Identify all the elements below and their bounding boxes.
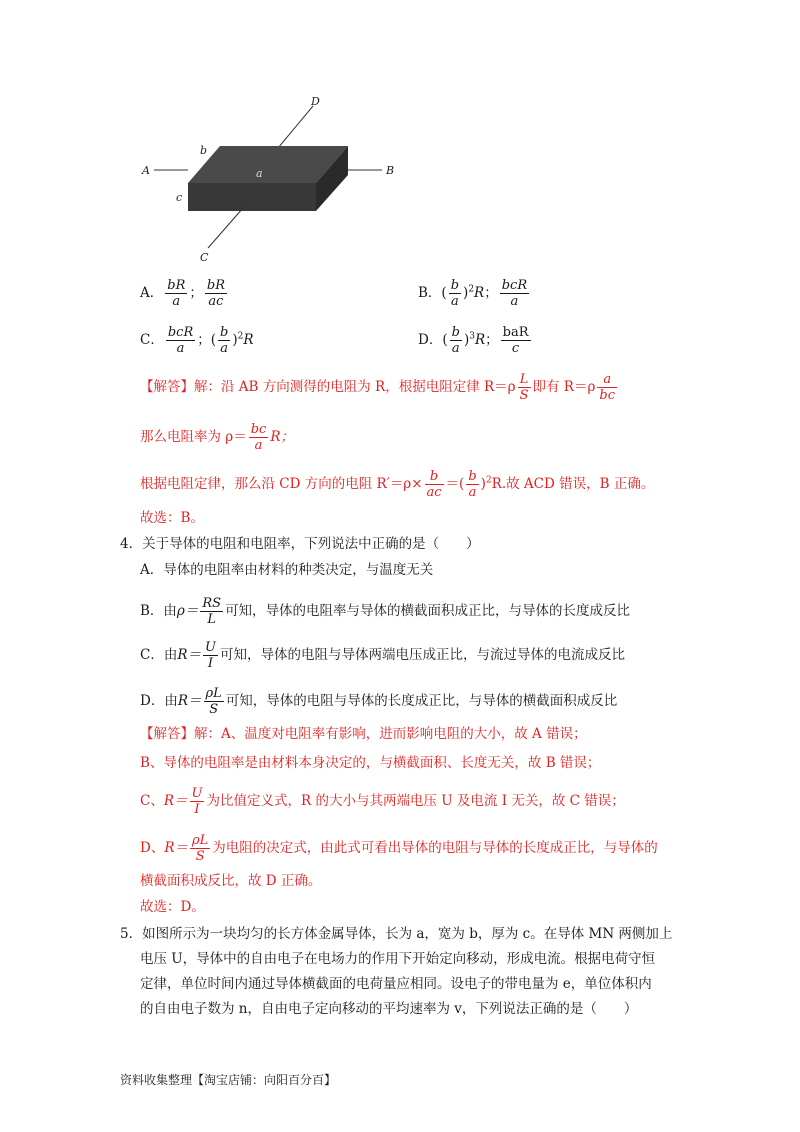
- label-d: D: [311, 95, 320, 108]
- q3-option-d[interactable]: D．( $\frac{b}{a}$ )$^3$R； $\frac{\text{baR}}{c}$: [418, 325, 529, 356]
- q4-answer-line-5: 横截面积成反比，故 D 正确。: [140, 873, 322, 889]
- label-a-end: A: [142, 164, 150, 177]
- q5-stem-line-1: 5．如图所示为一块均匀的长方体金属导体，长为 a，宽为 b，厚为 c。在导体 MN 两侧加上: [120, 926, 673, 942]
- q3-answer-line-3: 根据电阻定律，那么沿 CD 方向的电阻 R′＝ρ× $\frac{b}{ac}$ ＝( $\frac{b}{a}$ )$^2$R.故 ACD 错误，B 正确。: [140, 469, 655, 500]
- q4-option-b[interactable]: B．由ρ＝ $\frac{RS}{L}$ 可知，导体的电阻率与导体的横截面积成正比，与导体的长度成反比: [140, 596, 631, 627]
- q4-option-c[interactable]: C．由R＝ $\frac{U}{I}$ 可知，导体的电阻与导体两端电压成正比，与流过导体的电流成反比: [140, 640, 625, 671]
- q4-choice: 故选：D。: [140, 899, 205, 915]
- q3-option-a[interactable]: A． $\frac{bR}{a}$ ； $\frac{bR}{ac}$: [140, 278, 225, 309]
- label-c-thickness: c: [176, 191, 183, 204]
- q4-answer-line-4: D、R＝ $\frac{\rho L}{S}$ 为电阻的决定式，由此式可看出导体的电阻与导体的长度成正比，与导体的: [140, 833, 658, 864]
- block-front-face: [188, 183, 316, 211]
- label-b-end: B: [386, 164, 395, 177]
- label-c-end: C: [200, 251, 209, 264]
- conductor-figure: [130, 90, 410, 270]
- q4-answer-line-3: C、R＝ $\frac{U}{I}$ 为比值定义式，R 的大小与其两端电压 U 及电流 I 无关，故 C 错误；: [140, 786, 625, 817]
- label-a-length: a: [256, 167, 263, 180]
- q4-option-a[interactable]: A．导体的电阻率由材料的种类决定，与温度无关: [140, 562, 434, 578]
- q4-answer-line-2: B、导体的电阻率是由材料本身决定的，与横截面积、长度无关，故 B 错误；: [140, 755, 601, 771]
- q3-choice: 故选：B。: [140, 510, 204, 526]
- label-b-width: b: [200, 144, 208, 157]
- q5-stem-line-4: 的自由电子数为 n，自由电子定向移动的平均速率为 v，下列说法正确的是（ ）: [140, 1001, 638, 1017]
- q3-option-b[interactable]: B．( $\frac{b}{a}$ )$^2$R； $\frac{\text{bcR}}{a}$: [418, 278, 528, 309]
- page-footer: 资料收集整理【淘宝店铺：向阳百分百】: [120, 1073, 337, 1087]
- q4-answer-line-1: 【解答】解：A、温度对电阻率有影响，进而影响电阻的大小，故 A 错误；: [140, 726, 587, 742]
- q3-answer-line-2: 那么电阻率为 ρ＝ $\frac{bc}{a}$ R；: [140, 422, 295, 453]
- q3-option-c[interactable]: C． $\frac{\text{bcR}}{a}$ ；( $\frac{b}{a}$ )$^2$R: [140, 325, 254, 356]
- q4-option-d[interactable]: D．由R＝ $\frac{\rho L}{S}$ 可知，导体的电阻与导体的长度成正比，与导体的横截面积成反比: [140, 686, 618, 717]
- wire-cd-top: [278, 106, 313, 148]
- q5-stem-line-2: 电压 U，导体中的自由电子在电场力的作用下开始定向移动，形成电流。根据电荷守恒: [140, 951, 656, 967]
- q3-answer-line-1: 【解答】解：沿 AB 方向测得的电阻为 R，根据电阻定律 R＝ρ $\frac{L}{S}$ 即有 R＝ρ $\frac{a}{bc}$: [140, 372, 616, 403]
- q4-stem: 4．关于导体的电阻和电阻率，下列说法中正确的是（ ）: [120, 536, 480, 552]
- q5-stem-line-3: 定律，单位时间内通过导体横截面的电荷量应相同。设电子的带电量为 e，单位体积内: [140, 976, 652, 992]
